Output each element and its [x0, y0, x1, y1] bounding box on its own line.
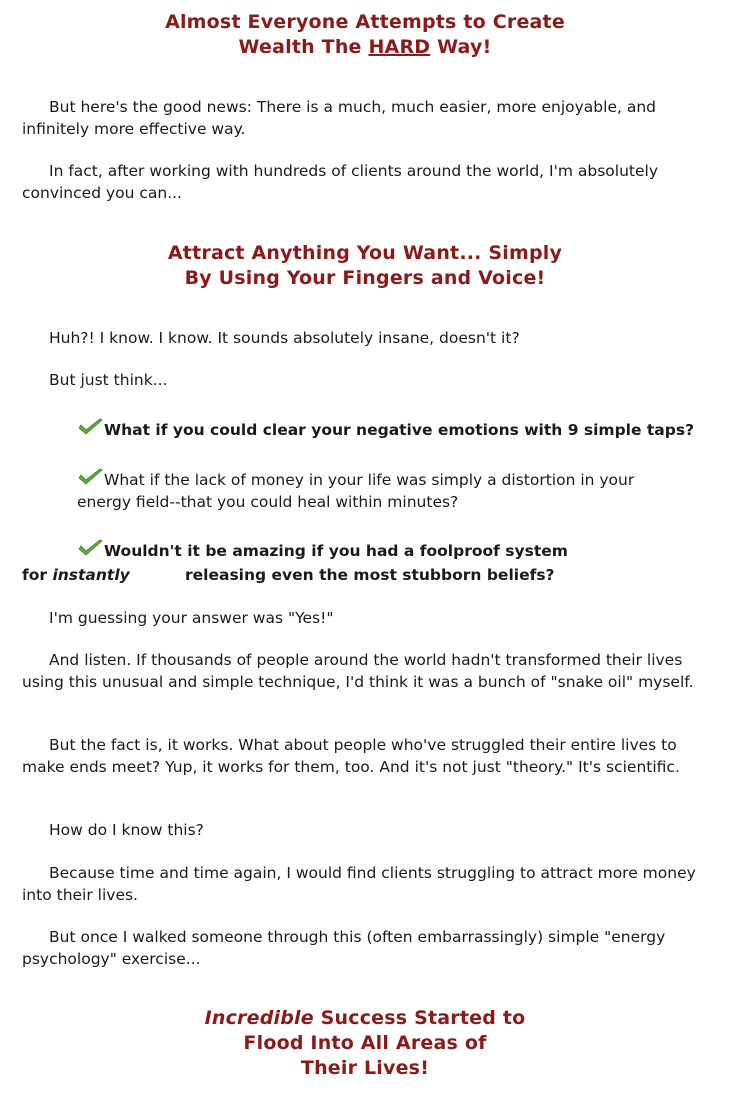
headline-line: Flood Into All Areas of	[243, 1032, 487, 1054]
bullet-text: What if you could clear your negative emotions with 9 simple taps?	[104, 421, 695, 439]
paragraph-text: But the fact is, it works. What about people who've struggled their entire lives to make ends meet? Yup, it works for them, too. And it's not just "theory." It's scientific.	[22, 736, 680, 776]
headline-line	[0, 1006, 730, 1031]
paragraph	[22, 608, 712, 630]
bullet-text: Wouldn't it be amazing if you had a foolproof system	[104, 542, 568, 560]
paragraph-text: Because time and time again, I would find clients struggling to attract more money into their lives.	[22, 864, 696, 904]
bullet-item	[77, 539, 697, 563]
bullet-text: energy field--that you could heal within minutes?	[77, 492, 459, 511]
headline-line: Their Lives!	[300, 1057, 430, 1079]
bullet-continuation	[185, 565, 555, 587]
headline-wealth-hard-way	[0, 10, 730, 60]
paragraph-text: How do I know this?	[49, 821, 204, 839]
headline-text: Way!	[430, 36, 492, 58]
headline-underlined-word: HARD	[368, 36, 431, 58]
checkmark-icon	[77, 418, 104, 438]
paragraph-text: I'm guessing your answer was "Yes!"	[49, 609, 334, 627]
paragraph	[22, 97, 712, 140]
checkmark-icon	[77, 539, 104, 559]
bullet-item	[77, 468, 697, 513]
paragraph	[22, 927, 712, 970]
bullet-text: releasing even the most stubborn beliefs?	[185, 566, 555, 584]
paragraph-text: Huh?! I know. I know. It sounds absolutely insane, doesn't it?	[49, 329, 520, 347]
headline-incredible-success	[0, 1006, 730, 1081]
headline-line: By Using Your Fingers and Voice!	[184, 267, 546, 289]
paragraph	[22, 820, 712, 842]
headline-line	[0, 35, 730, 60]
paragraph-text: But here's the good news: There is a much, much easier, more enjoyable, and infinitely more effective way.	[22, 98, 656, 138]
headline-emphasis: Incredible	[204, 1007, 314, 1029]
headline-text: Wealth The	[238, 36, 369, 58]
headline-text: Success Started to	[313, 1007, 526, 1029]
paragraph	[22, 328, 712, 350]
paragraph	[22, 650, 712, 693]
bullet-emphasis: instantly	[52, 566, 130, 584]
paragraph-text: But once I walked someone through this (often embarrassingly) simple "energy psychology" exercise...	[22, 928, 666, 968]
headline-attract-anything	[0, 241, 730, 291]
checkmark-icon	[77, 468, 104, 488]
headline-line: Almost Everyone Attempts to Create	[165, 11, 565, 33]
paragraph	[22, 370, 712, 392]
bullet-continuation	[22, 565, 130, 587]
paragraph	[22, 863, 712, 906]
paragraph	[22, 161, 712, 204]
headline-line: Attract Anything You Want... Simply	[167, 242, 563, 264]
paragraph-text: And listen. If thousands of people around the world hadn't transformed their lives using this unusual and simple technique, I'd think it was a bunch of "snake oil" myself.	[22, 651, 694, 691]
paragraph-text: But just think...	[49, 371, 168, 389]
bullet-item	[77, 418, 697, 442]
paragraph	[22, 735, 712, 778]
paragraph-text: In fact, after working with hundreds of clients around the world, I'm absolutely convinced you can...	[22, 162, 659, 202]
bullet-text: for	[22, 566, 53, 584]
bullet-text: What if the lack of money in your life was simply a distortion in your	[104, 471, 635, 489]
